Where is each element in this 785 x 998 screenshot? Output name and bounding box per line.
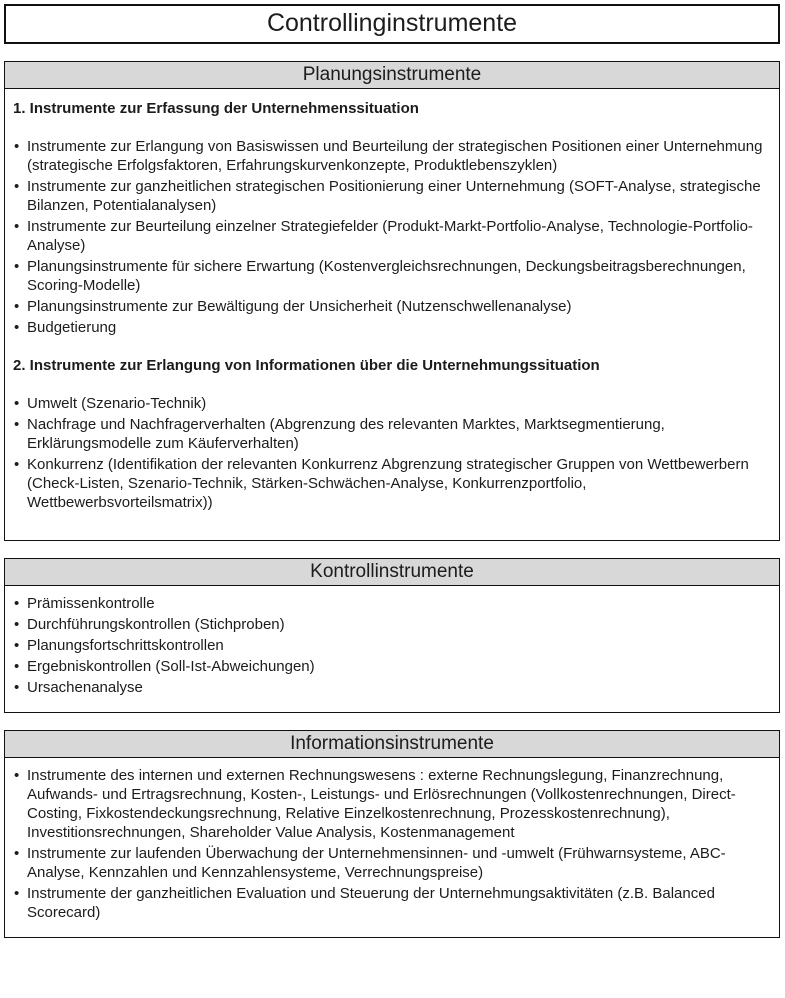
list-item: • Durchführungskontrollen (Stichproben) bbox=[13, 615, 769, 634]
list-item: • Prämissenkontrolle bbox=[13, 594, 769, 613]
list-item: • Ergebniskontrollen (Soll-Ist-Abweichungen) bbox=[13, 657, 769, 676]
list-item: • Nachfrage und Nachfragerverhalten (Abgrenzung des relevanten Marktes, Marktsegmentierung, Erklärungsmodelle zum Käuferverhalten) bbox=[13, 415, 769, 453]
planning-group2-heading: 2. Instrumente zur Erlangung von Informationen über die Unternehmungssituation bbox=[13, 357, 600, 374]
list-item: • Planungsinstrumente zur Bewältigung der Unsicherheit (Nutzenschwellenanalyse) bbox=[13, 297, 769, 316]
control-section-body bbox=[5, 586, 779, 712]
list-item: • Instrumente zur Erlangung von Basiswissen und Beurteilung der strategischen Positionen einer Unternehmung (strategische Erfolgsfaktoren, Erfahrungskurvenkonzepte, Produktlebenszyklen) bbox=[13, 137, 769, 175]
information-section-body bbox=[5, 758, 779, 937]
page-title: Controllinginstrumente bbox=[4, 4, 780, 44]
planning-section bbox=[4, 61, 780, 541]
control-section bbox=[4, 558, 780, 713]
planning-section-header: Planungsinstrumente bbox=[5, 62, 779, 89]
list-item: • Instrumente zur laufenden Überwachung der Unternehmensinnen- und -umwelt (Frühwarnsysteme, ABC-Analyse, Kennzahlen und Kennzahlensysteme, Verrechnungspreise) bbox=[13, 844, 769, 882]
list-item: • Umwelt (Szenario-Technik) bbox=[13, 394, 769, 413]
information-section bbox=[4, 730, 780, 938]
list-item: • Instrumente der ganzheitlichen Evaluation und Steuerung der Unternehmungsaktivitäten (z.B. Balanced Scorecard) bbox=[13, 884, 769, 922]
control-section-header: Kontrollinstrumente bbox=[5, 559, 779, 586]
planning-section-body bbox=[5, 89, 779, 540]
planning-group2-list bbox=[13, 394, 769, 512]
list-item: • Instrumente zur ganzheitlichen strategischen Positionierung einer Unternehmung (SOFT-Analyse, strategische Bilanzen, Potentialanalysen) bbox=[13, 177, 769, 215]
list-item: • Planungsinstrumente für sichere Erwartung (Kostenvergleichsrechnungen, Deckungsbeitragsberechnungen, Scoring-Modelle) bbox=[13, 257, 769, 295]
list-item: • Budgetierung bbox=[13, 318, 769, 337]
information-list bbox=[13, 766, 769, 922]
list-item: • Instrumente des internen und externen Rechnungswesens : externe Rechnungslegung, Finanzrechnung, Aufwands- und Ertragsrechnung, Kosten-, Leistungs- und Erlösrechnungen (Vollkostenrechnungen, Direct-Costing, Fixkostendeckungsrechnung, Relative Einzelkostenrechnung, Prozesskostenrechnung), Investitionsrechnungen, Shareholder Value Analysis, Kostenmanagement bbox=[13, 766, 769, 842]
list-item: • Instrumente zur Beurteilung einzelner Strategiefelder (Produkt-Markt-Portfolio-Analyse, Technologie-Portfolio-Analyse) bbox=[13, 217, 769, 255]
list-item: • Planungsfortschrittskontrollen bbox=[13, 636, 769, 655]
planning-group1-list bbox=[13, 137, 769, 337]
list-item: • Ursachenanalyse bbox=[13, 678, 769, 697]
information-section-header: Informationsinstrumente bbox=[5, 731, 779, 758]
planning-group1-heading: 1. Instrumente zur Erfassung der Unternehmenssituation bbox=[13, 100, 419, 117]
control-list bbox=[13, 594, 769, 697]
list-item: • Konkurrenz (Identifikation der relevanten Konkurrenz Abgrenzung strategischer Gruppen von Wettbewerbern (Check-Listen, Szenario-Technik, Stärken-Schwächen-Analyse, Konkurrenzportfolio, Wettbewerbsvorteilsmatrix)) bbox=[13, 455, 769, 512]
